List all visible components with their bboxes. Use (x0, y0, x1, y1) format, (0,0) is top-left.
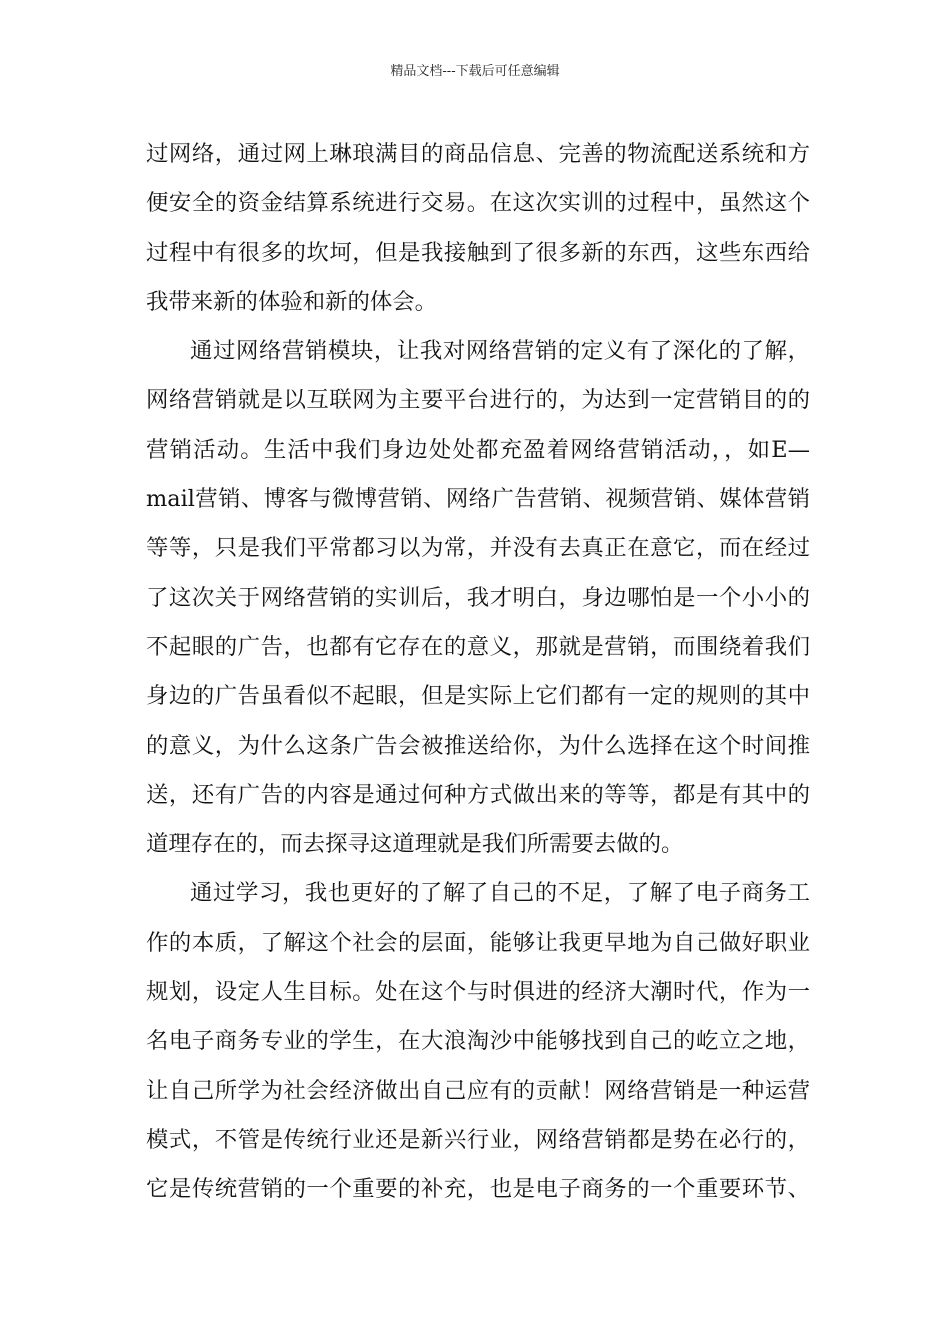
text-line: 通过网络营销模块，让我对网络营销的定义有了深化的了解， (190, 338, 810, 365)
paragraph-1 (146, 130, 810, 327)
text-line: 等等，只是我们平常都习以为常，并没有去真正在意它，而在经过 (146, 535, 810, 562)
text-line: 送，还有广告的内容是通过何种方式做出来的等等，都是有其中的 (146, 781, 810, 808)
text-line: 了这次关于网络营销的实训后，我才明白，身边哪怕是一个小小的 (146, 584, 810, 611)
text-line: 我带来新的体验和新的体会。 (146, 288, 438, 315)
text-line: 网络营销就是以互联网为主要平台进行的，为达到一定营销目的的 (146, 387, 810, 414)
text-line: 模式，不管是传统行业还是新兴行业，网络营销都是势在必行的， (146, 1126, 810, 1153)
text-line: 它是传统营销的一个重要的补充，也是电子商务的一个重要环节、 (146, 1176, 810, 1203)
text-line: 身边的广告虽看似不起眼，但是实际上它们都有一定的规则的其中 (146, 683, 810, 710)
text-line: 道理存在的，而去探寻这道理就是我们所需要去做的。 (146, 831, 684, 858)
text-line: 让自己所学为社会经济做出自己应有的贡献！网络营销是一种运营 (146, 1077, 810, 1104)
paragraph-2 (146, 327, 810, 869)
page-header: 精品文档---下载后可任意编辑 (390, 64, 560, 79)
text-line: 名电子商务专业的学生，在大浪淘沙中能够找到自己的屹立之地， (146, 1028, 810, 1055)
text-line: 过程中有很多的坎坷，但是我接触到了很多新的东西，这些东西给 (146, 239, 810, 266)
text-line: 营销活动。生活中我们身边处处都充盈着网络营销活动，，如E— (146, 436, 810, 463)
paragraph-3 (146, 869, 810, 1214)
text-line: 通过学习，我也更好的了解了自己的不足，了解了电子商务工 (190, 880, 810, 907)
text-line: mail营销、博客与微博营销、网络广告营销、视频营销、媒体营销 (146, 486, 810, 513)
document-body (146, 130, 810, 1215)
text-line: 规划，设定人生目标。处在这个与时俱进的经济大潮时代，作为一 (146, 979, 810, 1006)
text-line: 便安全的资金结算系统进行交易。在这次实训的过程中，虽然这个 (146, 190, 810, 217)
text-line: 不起眼的广告，也都有它存在的意义，那就是营销，而围绕着我们 (146, 633, 810, 660)
text-line: 的意义，为什么这条广告会被推送给你，为什么选择在这个时间推 (146, 732, 810, 759)
text-line: 过网络，通过网上琳琅满目的商品信息、完善的物流配送系统和方 (146, 141, 810, 167)
text-line: 作的本质，了解这个社会的层面，能够让我更早地为自己做好职业 (146, 929, 810, 956)
